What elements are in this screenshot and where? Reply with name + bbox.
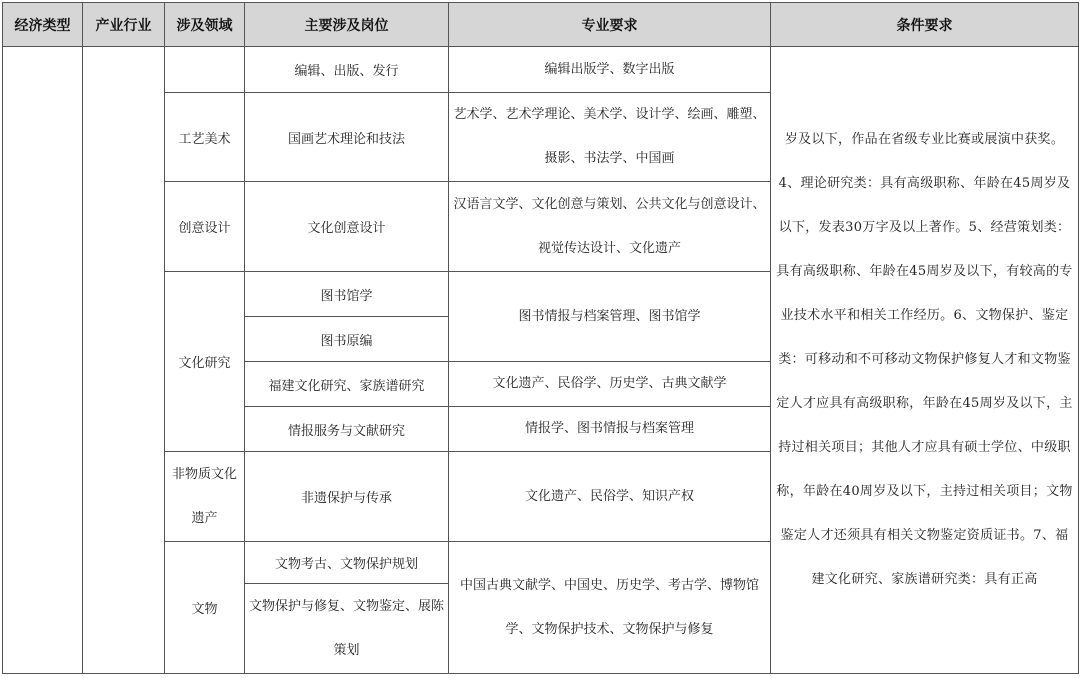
- field-cell: 文物: [165, 542, 245, 674]
- field-cell: 非物质文化遗产: [165, 452, 245, 542]
- table-row: [3, 47, 1079, 93]
- major-cell: 编辑出版学、数字出版: [449, 47, 771, 93]
- header-main-posts: 主要涉及岗位: [245, 3, 449, 47]
- field-cell-empty: [165, 47, 245, 93]
- talent-requirements-table: [2, 2, 1079, 674]
- conditions-cell: [771, 47, 1079, 674]
- post-cell: 图书馆学: [245, 272, 449, 317]
- major-cell: 汉语言文学、文化创意与策划、公共文化与创意设计、视觉传达设计、文化遗产: [449, 182, 771, 272]
- major-cell: 情报学、图书情报与档案管理: [449, 407, 771, 452]
- header-field: 涉及领域: [165, 3, 245, 47]
- major-cell: 图书情报与档案管理、图书馆学: [449, 272, 771, 362]
- conditions-text: 岁及以下，作品在省级专业比赛或展演中获奖。4、理论研究类：具有高级职称、年龄在45周岁及以下，发表30万字及以上著作。5、经营策划类：具有高级职称、年龄在45周岁及以下，有较高的专业技术水平和相关工作经历。6、文物保护、鉴定类：可移动和不可移动文物保护修复人才和文物鉴定人才应具有高级职称，年龄在45周岁及以下，主持过相关项目；其他人才应具有硕士学位、中级职称，年龄在40周岁及以下，主持过相关项目；文物鉴定人才还须具有相关文物鉴定资质证书。7、福建文化研究、家族谱研究类：具有正高: [776, 132, 1073, 587]
- post-cell: 图书原编: [245, 317, 449, 362]
- field-cell: 文化研究: [165, 272, 245, 452]
- header-industry: 产业行业: [83, 3, 165, 47]
- post-cell: 编辑、出版、发行: [245, 47, 449, 93]
- major-cell: 艺术学、艺术学理论、美术学、设计学、绘画、雕塑、摄影、书法学、中国画: [449, 93, 771, 182]
- major-cell: 文化遗产、民俗学、知识产权: [449, 452, 771, 542]
- major-cell: 中国古典文献学、中国史、历史学、考古学、博物馆学、文物保护技术、文物保护与修复: [449, 542, 771, 674]
- post-cell: 文物保护与修复、文物鉴定、展陈策划: [245, 584, 449, 674]
- post-cell: 情报服务与文献研究: [245, 407, 449, 452]
- header-row: [3, 3, 1079, 47]
- major-cell: 文化遗产、民俗学、历史学、古典文献学: [449, 362, 771, 407]
- field-cell: 创意设计: [165, 182, 245, 272]
- post-cell: 非遗保护与传承: [245, 452, 449, 542]
- post-cell: 文物考古、文物保护规划: [245, 542, 449, 584]
- header-economic-type: 经济类型: [3, 3, 83, 47]
- header-major-requirements: 专业要求: [449, 3, 771, 47]
- industry-cell: [83, 47, 165, 674]
- economic-type-cell: [3, 47, 83, 674]
- post-cell: 文化创意设计: [245, 182, 449, 272]
- header-conditions: 条件要求: [771, 3, 1079, 47]
- post-cell: 福建文化研究、家族谱研究: [245, 362, 449, 407]
- field-cell: 工艺美术: [165, 93, 245, 182]
- post-cell: 国画艺术理论和技法: [245, 93, 449, 182]
